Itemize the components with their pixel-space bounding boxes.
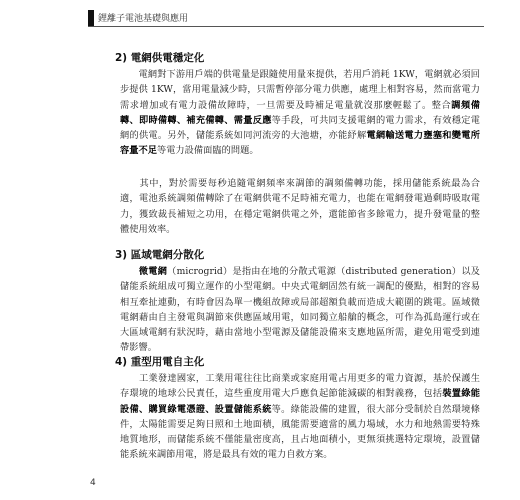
body-text: 電網對下游用戶端的供電量是跟隨使用量來提供，若用戶消耗 1KW，電網就必須回步提供 1KW，當用電量減少時，只需暫停部分電力供應，處理上相對容易，然而當電力需求增加或有電力設備故障時，一旦需要及時補足電量就沒那麼輕鬆了。整合 bbox=[120, 69, 480, 111]
paragraph bbox=[120, 176, 480, 237]
body-text: 其中，對於需要每秒追隨電網頻率來調節的調頻備轉功能，採用儲能系統最為合適，電池系統調頻備轉除了在電網供電不足時補充電力，也能在電網發電過剩時吸取電力，獲致裁長補短之功用，在穩定電網供電之外，還能節省多餘電力，提升發電量的整體使用效率。 bbox=[120, 178, 481, 235]
section-title-regional-grid: 3) 區域電網分散化 bbox=[115, 249, 205, 261]
paragraph bbox=[120, 67, 480, 159]
section-title-heavy-load: 4) 重型用電自主化 bbox=[115, 356, 205, 368]
paragraph bbox=[120, 371, 480, 463]
section-title-grid-stabilization: 2) 電網供電穩定化 bbox=[115, 52, 205, 64]
paragraph bbox=[120, 264, 480, 356]
body-text: 等電力設備面臨的問題。 bbox=[156, 145, 259, 157]
body-text: 等。綠能設備的建置，很大部分受制於自然環境條件，太陽能需要足夠日照和土地面積，風能需要適當的風力場域，水力和地熱需要特殊地質地形，而儲能系統不僅能量密度高，且占地面積小，更無須挑選特定環境，設置儲能系統來調節用電，將是最具有效的電力自救方案。 bbox=[120, 403, 480, 461]
body-text: 工業發達國家，工業用電往往比商業或家庭用電占用更多的電力資源，基於保護生存環境的地球公民責任，這些重度用電大戶應負起節能減碳的相對義務，包括 bbox=[120, 373, 480, 400]
emphasized-text: 電網輸送電力壅塞和變電所容量不足 bbox=[120, 130, 480, 157]
header-tab-marker bbox=[88, 10, 94, 26]
emphasized-text: 微電網 bbox=[138, 266, 168, 277]
body-text: 等手段，可共同支援電網的電力需求，有效穩定電網的供電。另外，儲能系統如同河流旁的大池塘，亦能紓解 bbox=[120, 114, 480, 142]
running-head: 鋰離子電池基礎與應用 bbox=[98, 14, 189, 24]
emphasized-text: 調頻備轉、即時備轉、補充備轉、需量反應 bbox=[120, 99, 480, 126]
page-number: 4 bbox=[90, 478, 96, 488]
body-text: （microgrid）是指由在地的分散式電源（distributed generation）以及儲能系統組成可獨立運作的小型電網。中央式電網固然有統一調配的優點，相對的容易相互牽扯連動，有時會因為單一機組故障或局部超額負載而造成大範圍的跳電。區域微電網藉由自主發電與調節來供應區域用電，如同獨立船艙的概念，可作為孤島運行或在大區域電網有狀況時，藉由當地小型電源及儲能設備來支應地區所需，避免用電受到連帶影響。 bbox=[120, 266, 480, 354]
emphasized-text: 裝置綠能設備、購買綠電憑證、設置儲能系統 bbox=[120, 388, 481, 415]
